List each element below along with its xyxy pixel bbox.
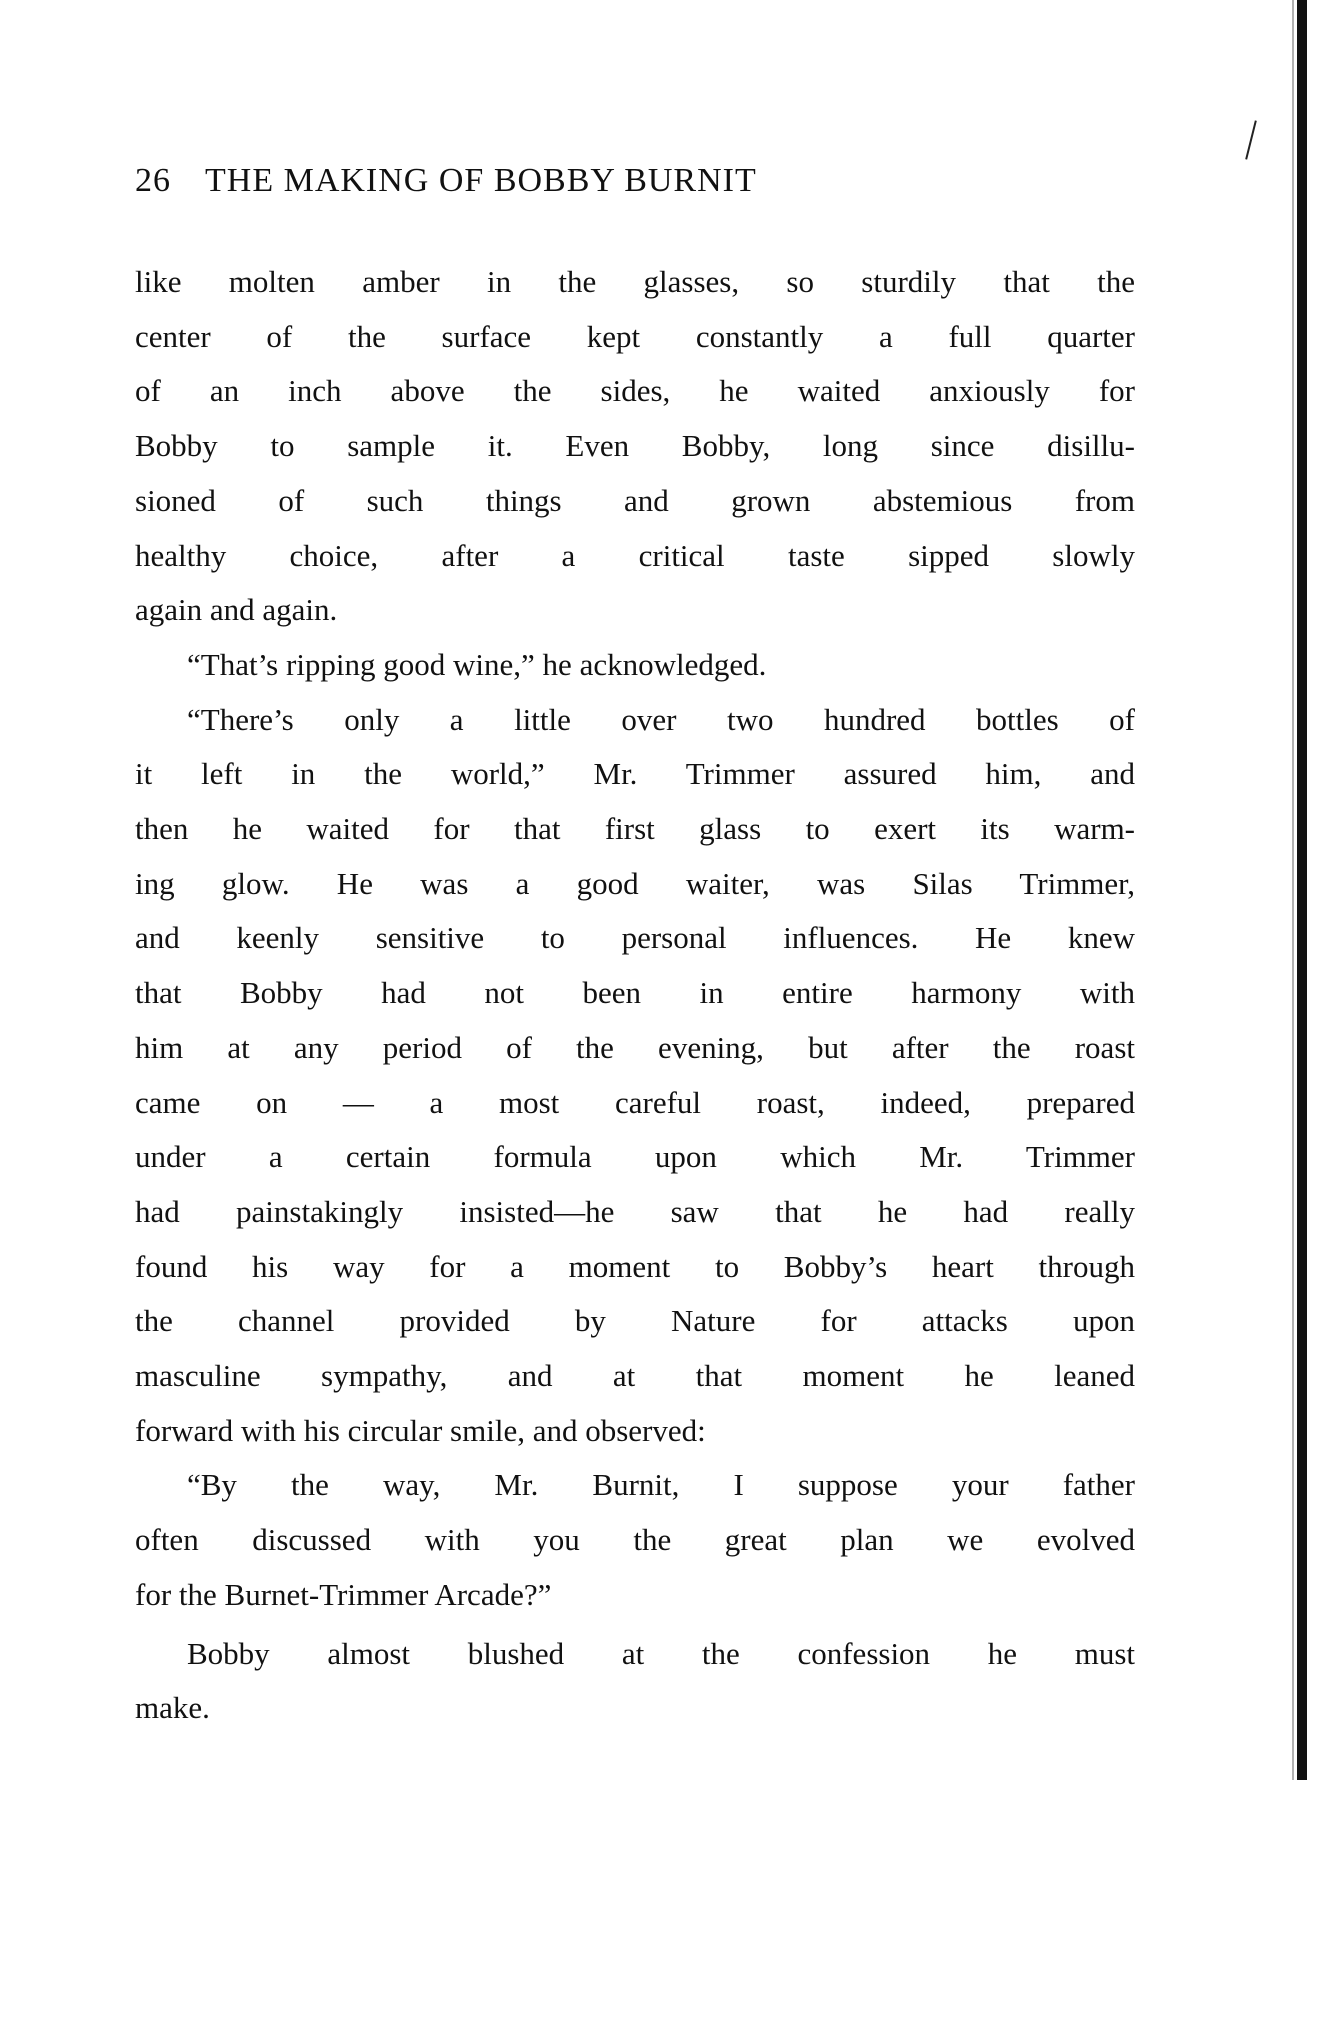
- text-line: sioned of such things and grown abstemious from: [135, 482, 1135, 518]
- page-number: 26: [135, 162, 171, 199]
- text-line: under a certain formula upon which Mr. Trimmer: [135, 1139, 1135, 1175]
- text-line: it left in the world,” Mr. Trimmer assured him, and: [135, 756, 1135, 792]
- pencil-mark: [1245, 120, 1257, 159]
- text-line: healthy choice, after a critical taste sipped slowly: [135, 537, 1135, 573]
- running-header: [135, 162, 757, 200]
- text-line: ing glow. He was a good waiter, was Silas Trimmer,: [135, 865, 1135, 901]
- text-line: masculine sympathy, and at that moment he leaned: [135, 1358, 1135, 1393]
- text-line: and keenly sensitive to personal influences. He knew: [135, 920, 1135, 956]
- text-line: “There’s only a little over two hundred bottles of: [187, 701, 1135, 737]
- text-line: again and again.: [135, 592, 338, 628]
- text-line: often discussed with you the great plan we evolved: [135, 1522, 1135, 1558]
- text-line: that Bobby had not been in entire harmony with: [135, 975, 1135, 1011]
- text-line: for the Burnet-Trimmer Arcade?”: [135, 1576, 552, 1612]
- text-line: came on — a most careful roast, indeed, prepared: [135, 1084, 1135, 1120]
- running-title: THE MAKING OF BOBBY BURNIT: [205, 162, 757, 199]
- text-line: like molten amber in the glasses, so sturdily that the: [135, 264, 1135, 299]
- page-binding-edge: [1297, 0, 1307, 1780]
- text-line: Bobby to sample it. Even Bobby, long since disillu-: [135, 428, 1135, 464]
- text-line: Bobby almost blushed at the confession he must: [187, 1635, 1135, 1671]
- text-line: center of the surface kept constantly a full quarter: [135, 318, 1135, 354]
- text-line: him at any period of the evening, but after the roast: [135, 1029, 1135, 1065]
- text-line: “By the way, Mr. Burnit, I suppose your father: [187, 1467, 1135, 1503]
- page-edge-shadow: [1292, 0, 1294, 1780]
- text-line: forward with his circular smile, and observed:: [135, 1412, 706, 1448]
- text-line: the channel provided by Nature for attacks upon: [135, 1303, 1135, 1339]
- text-line: “That’s ripping good wine,” he acknowledged.: [187, 646, 767, 682]
- text-line: make.: [135, 1690, 210, 1726]
- text-line: found his way for a moment to Bobby’s heart through: [135, 1248, 1135, 1284]
- text-line: of an inch above the sides, he waited anxiously for: [135, 373, 1135, 409]
- text-line: had painstakingly insisted—he saw that he had really: [135, 1193, 1135, 1229]
- text-line: then he waited for that first glass to exert its warm-: [135, 811, 1135, 846]
